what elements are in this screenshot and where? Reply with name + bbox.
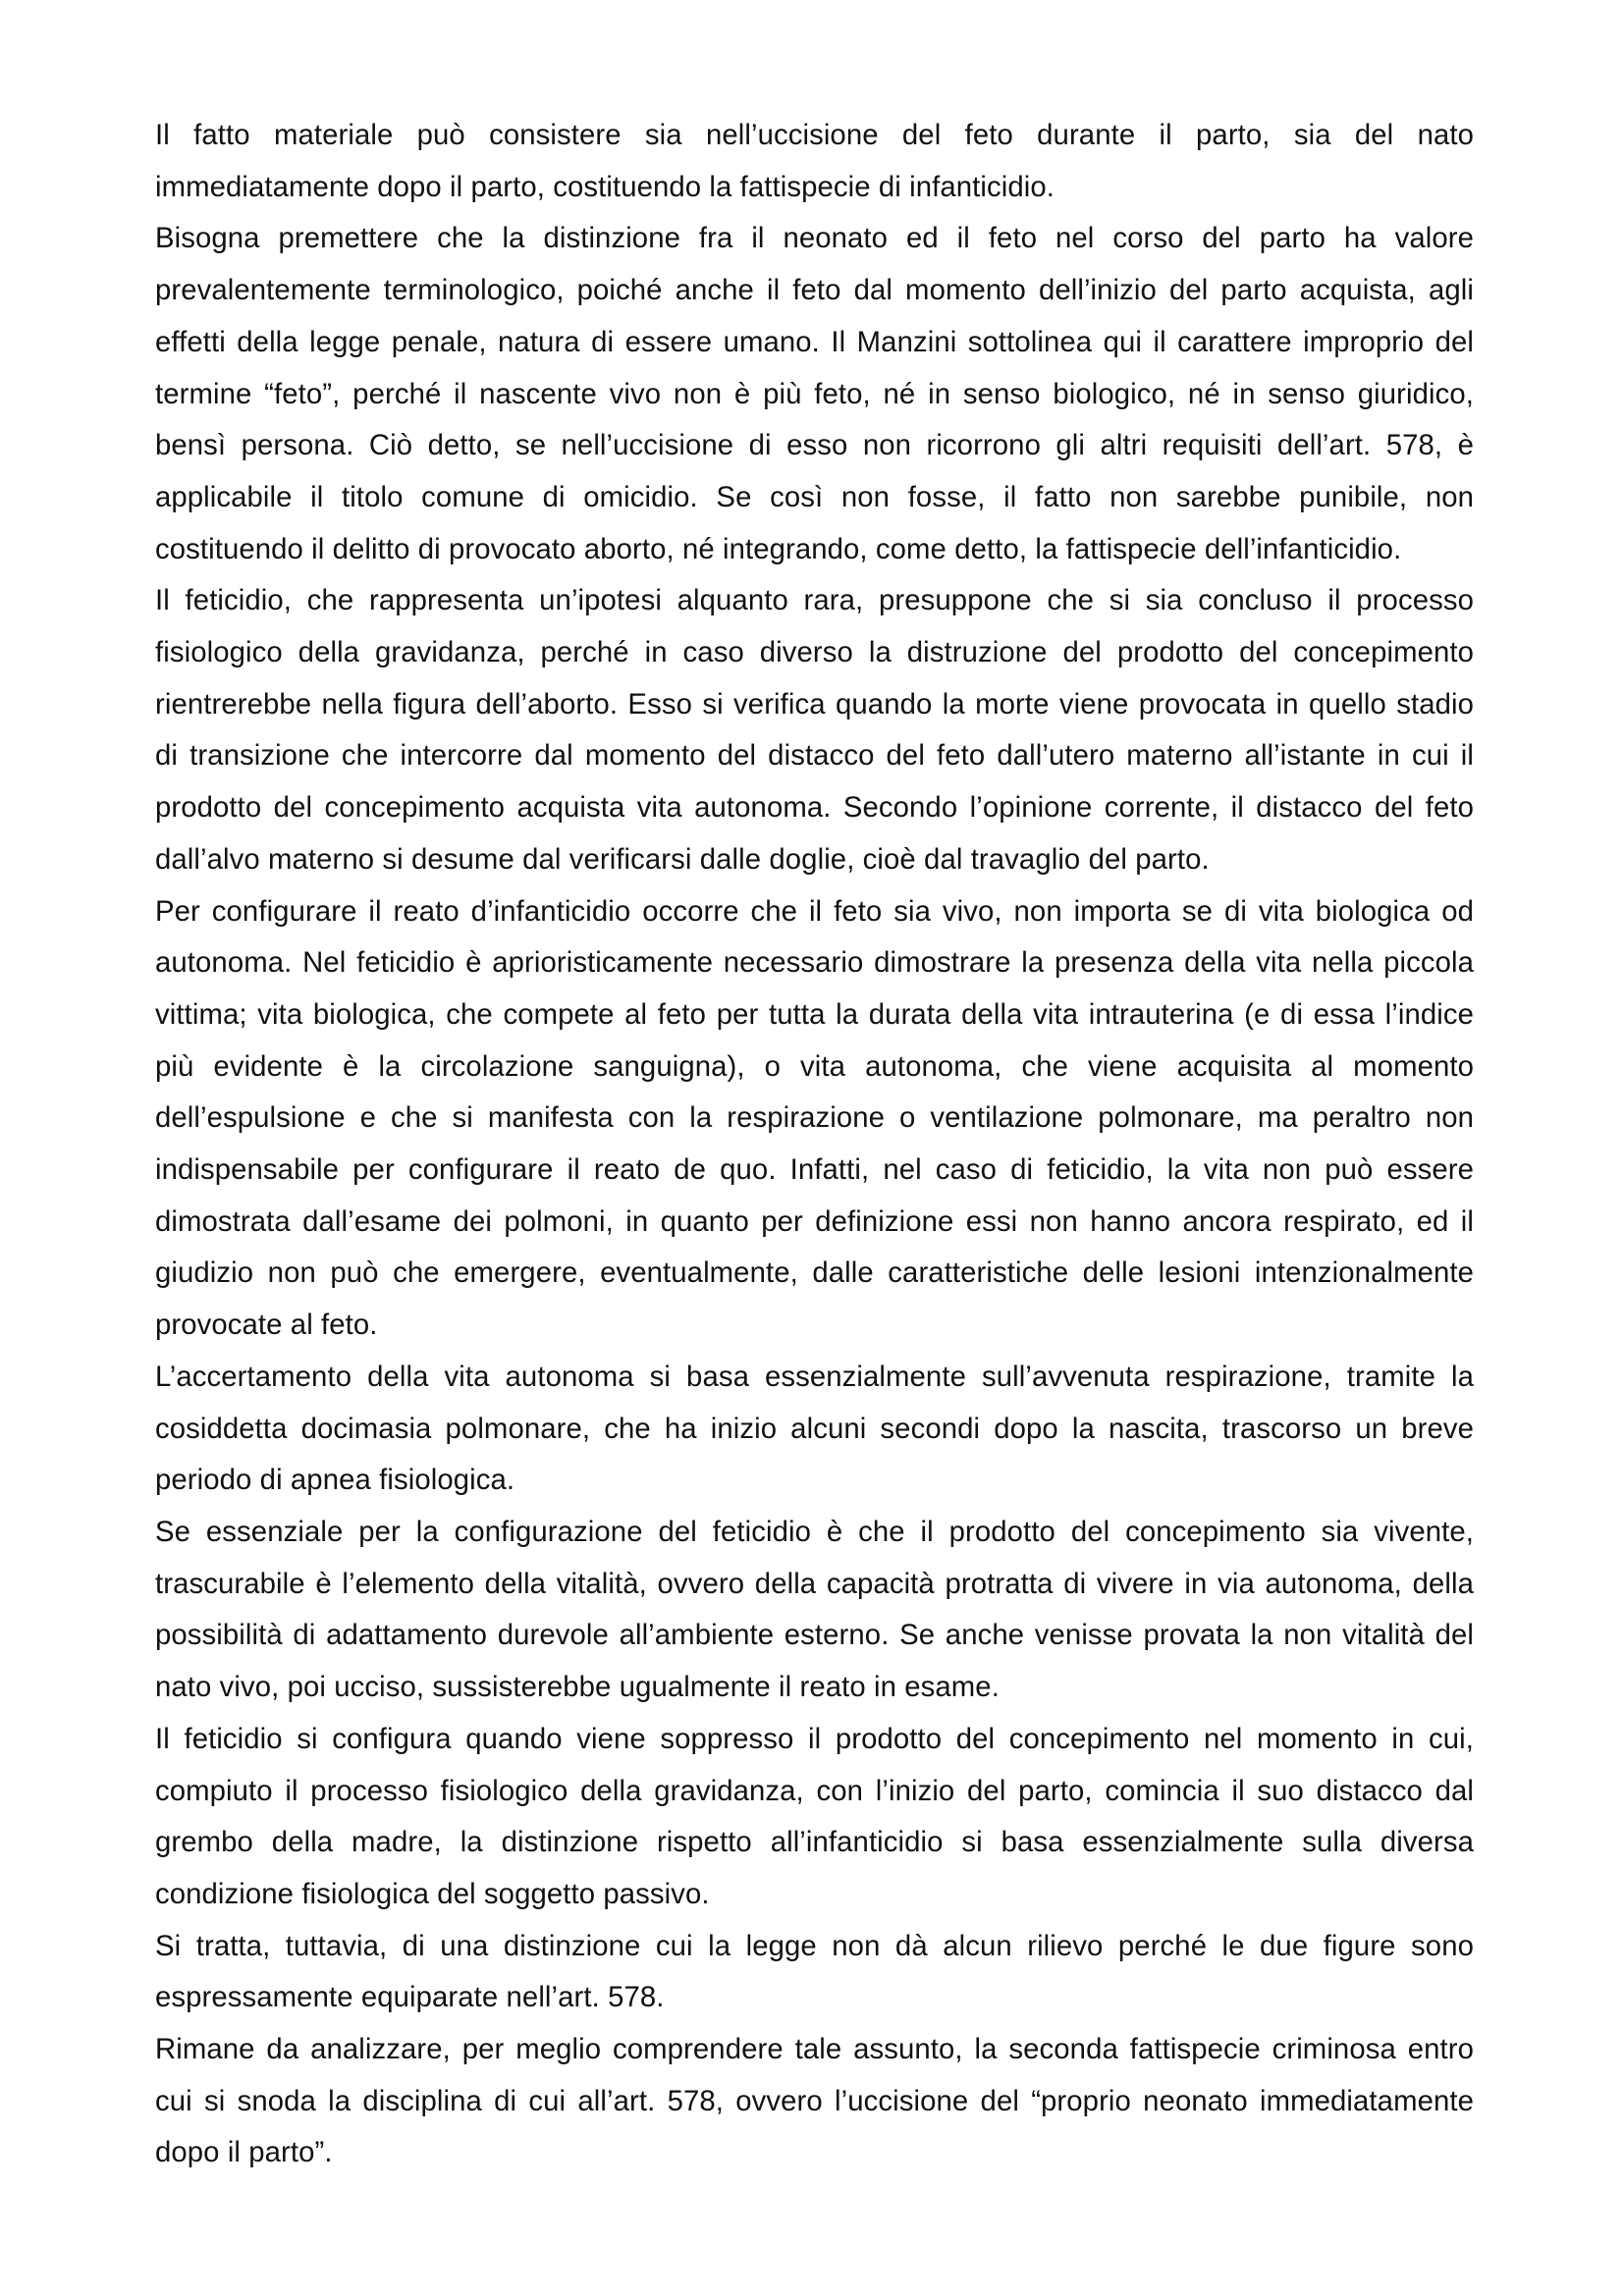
paragraph: Se essenziale per la configurazione del feticidio è che il prodotto del concepimento sia vivente, trascurabile è l’elemento della vitalità, ovvero della capacità protratta di vivere in via autonoma, della possibilità di adattamento durevole all’ambiente esterno. Se anche venisse provata la non vitalità del nato vivo, poi ucciso, sussisterebbe ugualmente il reato in esame. [155,1515,1474,1704]
document-body [155,110,1474,2179]
paragraph: Il fatto materiale può consistere sia nell’uccisione del feto durante il parto, sia del nato immediatamente dopo il parto, costituendo la fattispecie di infanticidio. [155,119,1474,203]
paragraph: Il feticidio si configura quando viene soppresso il prodotto del concepimento nel momento in cui, compiuto il processo fisiologico della gravidanza, con l’inizio del parto, comincia il suo distacco dal grembo della madre, la distinzione rispetto all’infanticidio si basa essenzialmente sulla diversa condizione fisiologica del soggetto passivo. [155,1722,1474,1910]
paragraph: Il feticidio, che rappresenta un’ipotesi alquanto rara, presuppone che si sia concluso il processo fisiologico della gravidanza, perché in caso diverso la distruzione del prodotto del concepimento rientrerebbe nella figura dell’aborto. Esso si verifica quando la morte viene provocata in quello stadio di transizione che intercorre dal momento del distacco del feto dall’utero materno all’istante in cui il prodotto del concepimento acquista vita autonoma. Secondo l’opinione corrente, il distacco del feto dall’alvo materno si desume dal verificarsi dalle doglie, cioè dal travaglio del parto. [155,584,1474,876]
paragraph: Rimane da analizzare, per meglio comprendere tale assunto, la seconda fattispecie criminosa entro cui si snoda la disciplina di cui all’art. 578, ovvero l’uccisione del “proprio neonato immediatamente dopo il parto”. [155,2033,1474,2169]
paragraph: Per configurare il reato d’infanticidio occorre che il feto sia vivo, non importa se di vita biologica od autonoma. Nel feticidio è aprioristicamente necessario dimostrare la presenza della vita nella piccola vittima; vita biologica, che compete al feto per tutta la durata della vita intrauterina (e di essa l’indice più evidente è la circolazione sanguigna), o vita autonoma, che viene acquisita al momento dell’espulsione e che si manifesta con la respirazione o ventilazione polmonare, ma peraltro non indispensabile per configurare il reato de quo. Infatti, nel caso di feticidio, la vita non può essere dimostrata dall’esame dei polmoni, in quanto per definizione essi non hanno ancora respirato, ed il giudizio non può che emergere, eventualmente, dalle caratteristiche delle lesioni intenzionalmente provocate al feto. [155,894,1474,1342]
paragraph: Bisogna premettere che la distinzione fra il neonato ed il feto nel corso del parto ha valore prevalentemente terminologico, poiché anche il feto dal momento dell’inizio del parto acquista, agli effetti della legge penale, natura di essere umano. Il Manzini sottolinea qui il carattere improprio del termine “feto”, perché il nascente vivo non è più feto, né in senso biologico, né in senso giuridico, bensì persona. Ciò detto, se nell’uccisione di esso non ricorrono gli altri requisiti dell’art. 578, è applicabile il titolo comune di omicidio. Se così non fosse, il fatto non sarebbe punibile, non costituendo il delitto di provocato aborto, né integrando, come detto, la fattispecie dell’infanticidio. [155,222,1474,565]
paragraph: L’accertamento della vita autonoma si basa essenzialmente sull’avvenuta respirazione, tramite la cosiddetta docimasia polmonare, che ha inizio alcuni secondi dopo la nascita, trascorso un breve periodo di apnea fisiologica. [155,1360,1474,1497]
paragraph: Si tratta, tuttavia, di una distinzione cui la legge non dà alcun rilievo perché le due figure sono espressamente equiparate nell’art. 578. [155,1929,1474,2014]
